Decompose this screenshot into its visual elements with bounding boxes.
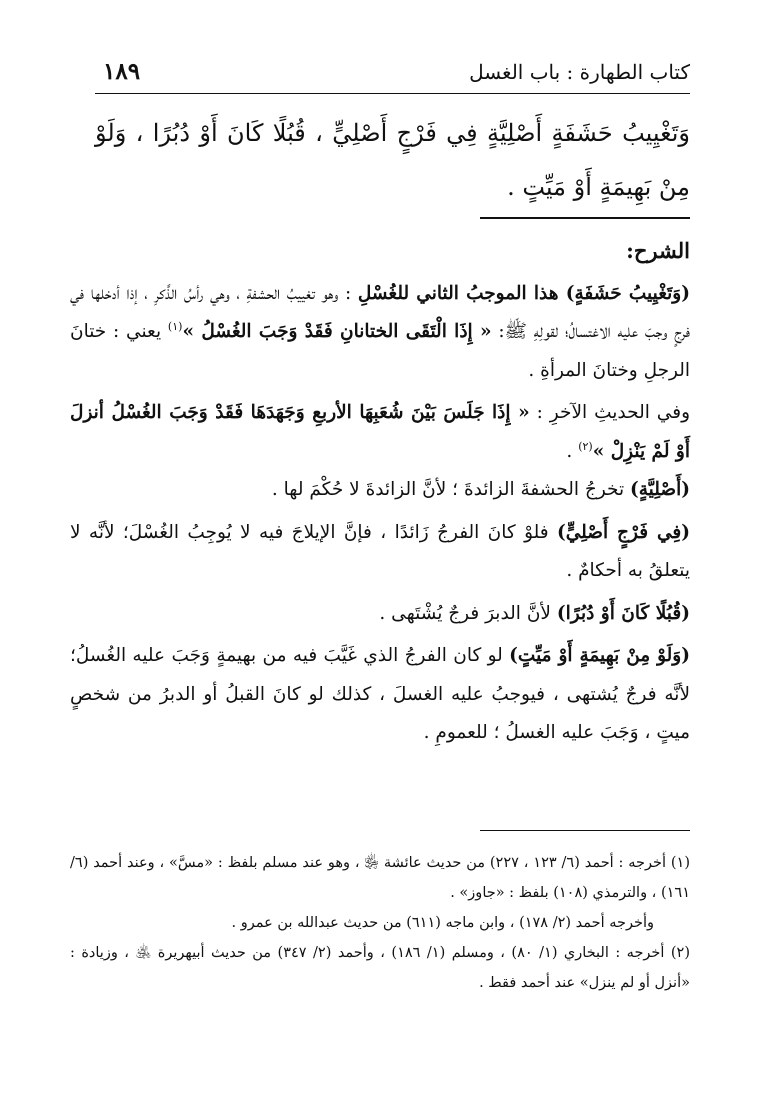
- footnote-separator: [480, 830, 690, 831]
- header-rule: [95, 93, 690, 94]
- sharh-paragraph-1: [70, 275, 690, 391]
- paragraph-2-text: وفي الحديثِ الآخرِ :: [536, 402, 690, 423]
- paragraph-5-text: لأنَّ الدبرَ فرجٌ يُشْتَهى .: [379, 602, 551, 624]
- footnote-1: (١) أخرجه : أحمد (٦/ ١٢٣ ، ٢٢٧) من حديث عائشة ﵂ ، وهو عند مسلم بلفظ : «مسَّ» ، وعند أحمد (٦/ ١٦١) ، والترمذي (١٠٨) بلفظ : «جاوز» .: [70, 855, 690, 901]
- lemma-4: (فِي فَرْجٍ أَصْلِيٍّ): [556, 521, 690, 543]
- lemma-3: (أَصْلِيَّةٍ): [630, 479, 690, 500]
- sharh-commentary: [70, 232, 690, 753]
- sharh-paragraph-2: [70, 394, 690, 471]
- footnote-ref-2[interactable]: (٢): [578, 439, 593, 453]
- paragraph-1-text: : وهو تغييبُ الحشفةِ ، وهي رأسُ الذَّكرِ ، إذا أدخلها في فرجٍ وجبَ عليه الاغتسالُ؛ لقولِهِ ﷺ:: [70, 282, 690, 342]
- sharh-paragraph-3: [70, 471, 690, 510]
- sharh-heading: الشرح:: [626, 238, 690, 263]
- footnote-1-continued: وأخرجه أحمد (٢/ ١٧٨) ، وابن ماجه (٦١١) من حديث عبدالله بن عمرو .: [231, 915, 654, 931]
- matn-text: وَتَغْيِيبُ حَشَفَةٍ أَصْلِيَّةٍ فِي فَرْجٍ أَصْلِيٍّ ، قُبُلًا كَانَ أَوْ دُبُرًا ، وَلَوْ مِنْ بَهِيمَةٍ أَوْ مَيِّتٍ .: [95, 119, 690, 201]
- paragraph-4-text: فلوْ كانَ الفرجُ زَائدًا ، فإنَّ الإيلاجَ فيه لا يُوجِبُ الغُسْلَ؛ لأنَّه لا يتعلقُ به أحكامٌ .: [70, 521, 690, 581]
- sharh-paragraph-5: [70, 595, 690, 634]
- hadith-quote-1: « إِذَا الْتَقَى الختانانِ فَقَدْ وَجَبَ الغُسْلُ »: [182, 321, 492, 342]
- paragraph-2-end: .: [566, 440, 573, 462]
- lemma-5: (قُبُلًا كَانَ أَوْ دُبُرًا): [556, 602, 690, 624]
- page-number: ١٨٩: [103, 58, 141, 85]
- paragraph-6-text: لو كان الفرجُ الذي غَيَّبَ فيه من بهيمةٍ وَجَبَ عليه الغُسلُ؛ لأنَّه فرجٌ يُشتهى ، فيوجبُ عليه الغسلَ ، كذلك لو كانَ القبلُ أو الدبرُ من شخصٍ ميتٍ ، وَجَبَ عليه الغسلُ ؛ للعمومِ .: [70, 645, 690, 743]
- footnote-ref-1[interactable]: (١): [167, 319, 183, 333]
- paragraph-3-text: تخرجُ الحشفةَ الزائدةَ ؛ لأنَّ الزائدةَ لا حُكْمَ لها .: [271, 479, 625, 500]
- running-title: كتاب الطهارة : باب الغسل: [469, 60, 690, 84]
- hadith-quote-2: « إِذَا جَلَسَ بَيْنَ شُعَبِهَا الأربعِ وَجَهَدَهَا فَقَدْ وَجَبَ الغُسْلُ أنزلَ أَوْ لَمْ يَنْزِلْ »: [70, 402, 690, 462]
- footnotes: [70, 848, 690, 998]
- page-header: [95, 56, 690, 92]
- paragraph-1-text-2: يعني : ختانَ الرجلِ وختانَ المرأةِ .: [70, 321, 690, 381]
- footnote-2: (٢) أخرجه : البخاري (١/ ٨٠) ، ومسلم (١/ ١٨٦) ، وأحمد (٢/ ٣٤٧) من حديث أبيهريرة ﵁ ، وزيادة : «أنزل أو لم ينزل» عند أحمد فقط .: [70, 945, 690, 991]
- sharh-paragraph-6: [70, 637, 690, 753]
- lemma-1: (وَتَغْيِيبُ حَشَفَةٍ) هذا الموجبُ الثاني للغُسْلِ: [357, 282, 690, 304]
- sharh-paragraph-4: [70, 514, 690, 591]
- lemma-6: (وَلَوْ مِنْ بَهِيمَةٍ أَوْ مَيِّتٍ): [509, 645, 690, 666]
- matn-separator: [480, 217, 690, 219]
